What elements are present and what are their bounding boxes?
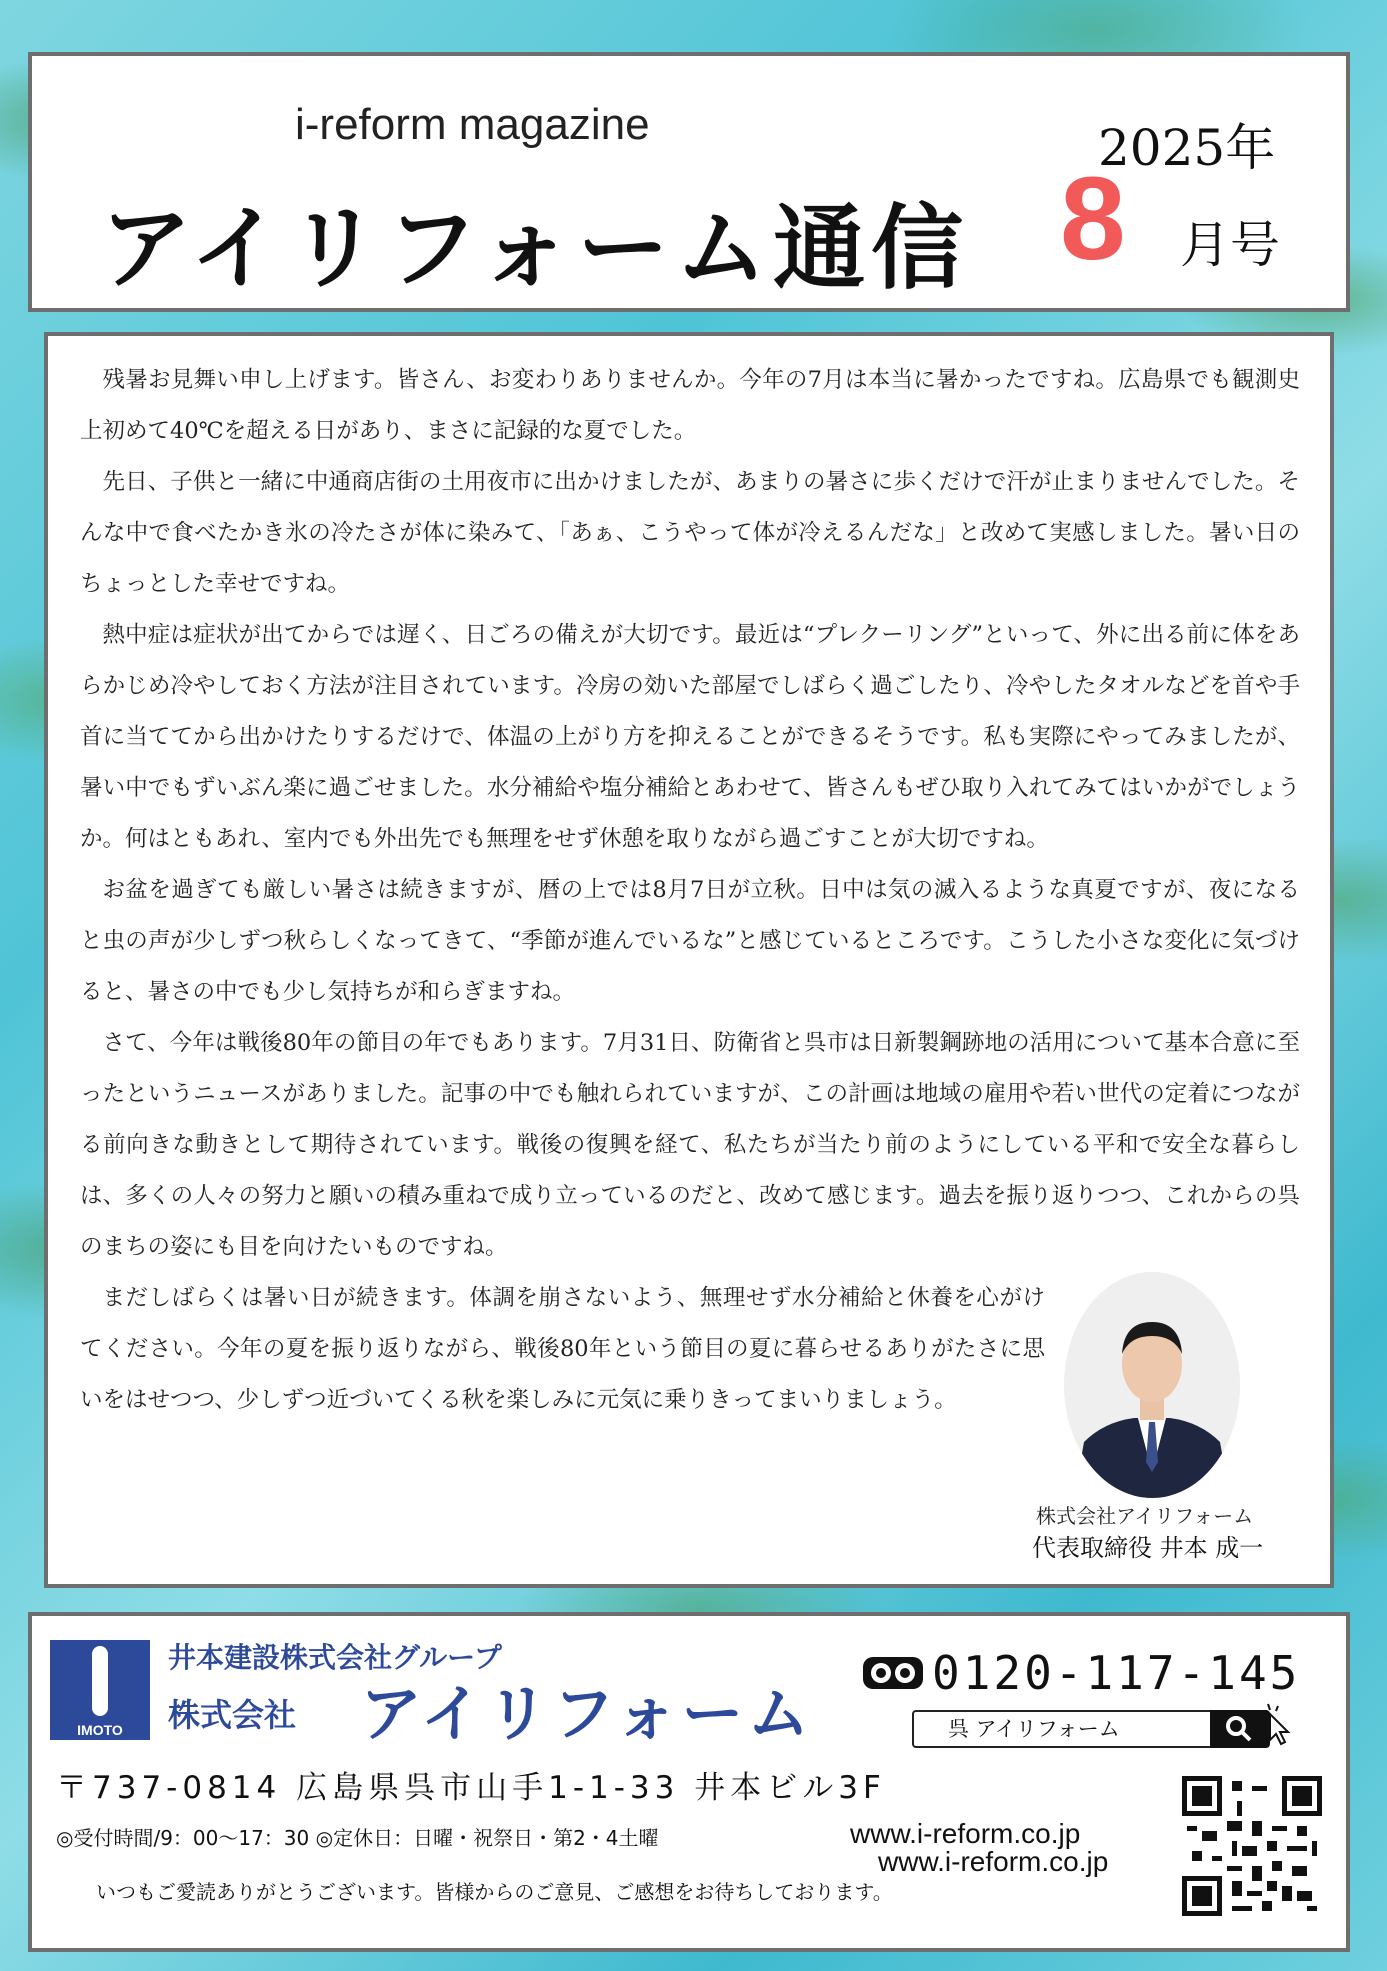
paragraph: 熱中症は症状が出てからでは遅く、日ごろの備えが大切です。最近は“プレクーリング”といって、外に出る前に体をあらかじめ冷やしておく方法が注目されています。冷房の効いた部屋でしばらく過ごしたり、冷やしたタオルなどを首や手首に当ててから出かけたりするだけで、体温の上がり方を抑えることができるそうです。私も実際にやってみましたが、暑い中でもずいぶん楽に過ごせました。水分補給や塩分補給とあわせて、皆さんもぜひ取り入れてみてはいかがでしょうか。何はともあれ、室内でも外出先でも無理をせず休憩を取りながら過ごすことが大切ですね。 bbox=[80, 622, 1300, 852]
signature-name: 代表取締役 井本 成一 bbox=[1032, 1534, 1264, 1562]
page-title: アイリフォーム通信 bbox=[100, 195, 970, 302]
issue-month-suffix: 月号 bbox=[1180, 216, 1280, 274]
article-text bbox=[80, 355, 1300, 1426]
signature-company: 株式会社アイリフォーム bbox=[1036, 1504, 1254, 1528]
thanks-message: いつもご愛読ありがとうございます。皆様からのご意見、ご感想をお待ちしております。 bbox=[96, 1880, 893, 1904]
search-box: 呉 アイリフォーム bbox=[912, 1710, 1212, 1748]
paragraph: 残暑お見舞い申し上げます。皆さん、お変わりありませんか。今年の7月は本当に暑かったですね。広島県でも観測史上初めて40℃を超える日があり、まさに記録的な夏でした。 bbox=[80, 367, 1300, 444]
representative-portrait bbox=[1064, 1272, 1240, 1498]
company-name: アイリフォーム bbox=[360, 1677, 814, 1750]
imoto-logo bbox=[50, 1640, 150, 1740]
qr-code[interactable] bbox=[1182, 1776, 1322, 1916]
company-prefix: 株式会社 bbox=[168, 1696, 297, 1734]
issue-month-number: 8 bbox=[1060, 153, 1126, 285]
company-address: 〒737-0814 広島県呉市山手1-1-33 井本ビル3F bbox=[56, 1770, 886, 1806]
cursor-icon bbox=[1260, 1700, 1300, 1750]
website-url[interactable]: www.i-reform.co.jp bbox=[878, 1846, 1109, 1877]
paragraph: まだしばらくは暑い日が続きます。体調を崩さないよう、無理せず水分補給と休養を心がけてください。今年の夏を振り返りながら、戦後80年という節目の夏に暮らせるありがたさに思いをはせつつ、少しずつ近づいてくる秋を楽しみに元気に乗りきってまいりましょう。 bbox=[80, 1285, 1045, 1413]
phone-number[interactable]: 0120-117-145 bbox=[932, 1646, 1301, 1700]
paragraph: さて、今年は戦後80年の節目の年でもあります。7月31日、防衛省と呉市は日新製鋼跡地の活用について基本合意に至ったというニュースがありました。記事の中でも触れられていますが、この計画は地域の雇用や若い世代の定着につながる前向きな動きとして期待されています。戦後の復興を経て、私たちが当たり前のようにしている平和で安全な暮らしは、多くの人々の努力と願いの積み重ねで成り立っているのだと、改めて感じます。過去を振り返りつつ、これからの呉のまちの姿にも目を向けたいものですね。 bbox=[80, 1030, 1300, 1260]
paragraph: お盆を過ぎても厳しい暑さは続きますが、暦の上では8月7日が立秋。日中は気の滅入るような真夏ですが、夜になると虫の声が少しずつ秋らしくなってきて、“季節が進んでいるな”と感じているところです。こうした小さな変化に気づけると、暑さの中でも少し気持ちが和らぎますね。 bbox=[80, 877, 1300, 1005]
issue-year: 2025年 bbox=[1098, 119, 1276, 177]
business-hours: ◎受付時間/9：00～17：30 ◎定休日：日曜・祝祭日・第2・4土曜 bbox=[56, 1826, 659, 1850]
logo-text: IMOTO bbox=[77, 1722, 123, 1738]
magazine-subtitle: i-reform magazine bbox=[295, 100, 650, 149]
group-name: 井本建設株式会社グループ bbox=[168, 1641, 502, 1674]
website-url[interactable]: www.i-reform.co.jp bbox=[850, 1818, 1081, 1849]
freedial-icon bbox=[862, 1656, 924, 1690]
paragraph: 先日、子供と一緒に中通商店街の土用夜市に出かけましたが、あまりの暑さに歩くだけで汗が止まりませんでした。そんな中で食べたかき氷の冷たさが体に染みて、「あぁ、こうやって体が冷えるんだな」と改めて実感しました。暑い日のちょっとした幸せですね。 bbox=[80, 469, 1300, 597]
